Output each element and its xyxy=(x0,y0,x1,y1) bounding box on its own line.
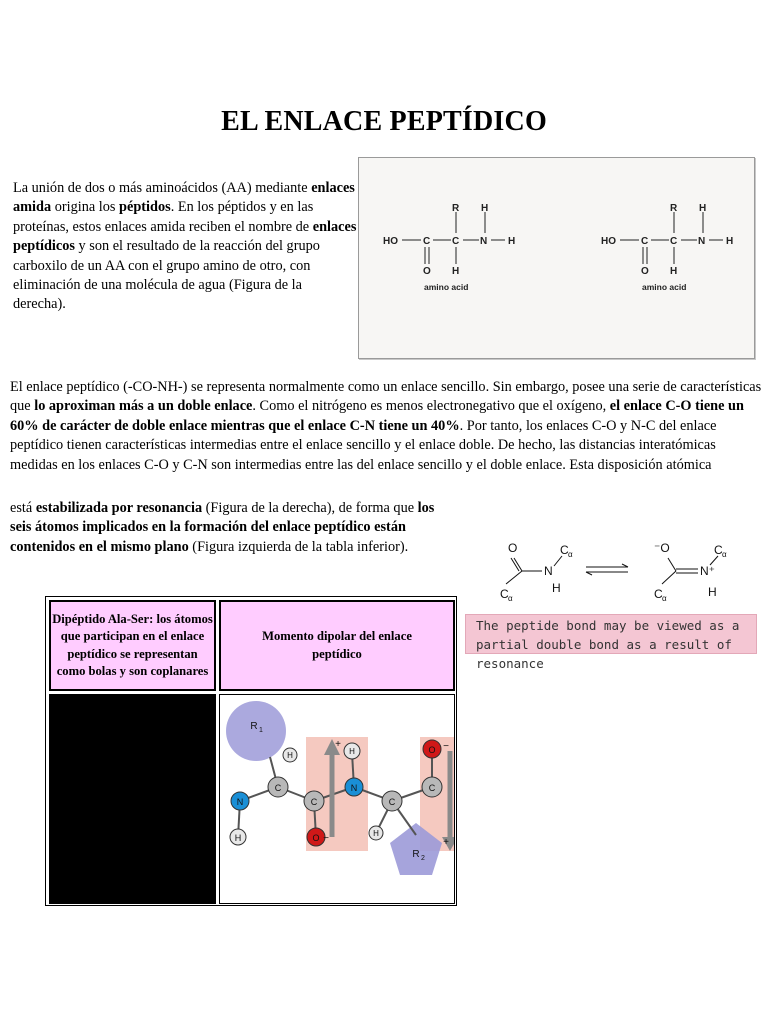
svg-text:H: H xyxy=(287,751,293,760)
svg-text:O: O xyxy=(641,266,649,277)
svg-text:C: C xyxy=(654,587,663,601)
svg-text:C: C xyxy=(274,783,282,793)
svg-text:H: H xyxy=(234,833,242,843)
svg-text:C: C xyxy=(714,543,723,557)
svg-text:amino acid: amino acid xyxy=(424,282,469,292)
resonance-arrows xyxy=(586,564,628,575)
text-span: (Figura de la derecha), de forma que xyxy=(202,500,418,516)
text-span: origina los xyxy=(51,199,120,216)
svg-text:R: R xyxy=(412,849,420,860)
svg-text:α: α xyxy=(508,594,513,603)
bold-text: enlaces amida xyxy=(13,180,355,216)
svg-text:O: O xyxy=(428,745,436,755)
svg-text:O: O xyxy=(423,266,431,277)
resonance-structure-right xyxy=(654,541,727,603)
svg-text:−: − xyxy=(443,741,449,752)
svg-text:R: R xyxy=(452,203,460,214)
bold-text: lo aproximan más a un doble enlace xyxy=(34,398,253,415)
amino-acid-structure-right xyxy=(601,203,733,292)
text-span: (Figura izquierda de la tabla inferior). xyxy=(188,538,409,555)
dipole-moment-image xyxy=(219,694,455,904)
svg-text:+: + xyxy=(335,739,341,750)
text-span: está xyxy=(10,500,36,516)
svg-text:C: C xyxy=(641,236,649,247)
svg-text:1: 1 xyxy=(259,727,263,734)
svg-text:C: C xyxy=(560,543,569,557)
svg-text:N: N xyxy=(480,236,488,247)
svg-text:H: H xyxy=(452,266,460,277)
resonance-figure xyxy=(478,534,758,608)
svg-text:N: N xyxy=(236,797,244,807)
svg-text:H: H xyxy=(708,585,717,599)
bold-text: estabilizada por resonancia xyxy=(35,500,203,516)
bold-text: el enlace C-O tiene un 60% de carácter de doble enlace mientras que el enlace C-N tiene un 40% xyxy=(10,398,744,434)
svg-text:N: N xyxy=(698,236,706,247)
svg-text:N: N xyxy=(544,564,553,578)
svg-text:R: R xyxy=(670,203,678,214)
text-span: . Como el nitrógeno es menos electronegativo que el oxígeno, xyxy=(252,398,610,415)
side-paragraph xyxy=(10,499,442,557)
svg-text:C: C xyxy=(388,797,396,807)
svg-text:H: H xyxy=(508,236,516,247)
svg-text:H: H xyxy=(699,203,707,214)
svg-text:C: C xyxy=(670,236,678,247)
svg-text:amino acid: amino acid xyxy=(642,282,687,292)
text-span: . Por tanto, los enlaces C-O y N-C del enlace peptídico tienen características intermedias entre el enlace sencillo y el enlace doble. De hecho, las distancias interatómicas medidas en los enlaces C-O y C-N son intermedias entre las del enlace sencillo y el doble enlace. Esta disposición atómica xyxy=(10,417,717,473)
intro-paragraph xyxy=(13,179,358,315)
svg-text:H: H xyxy=(552,581,561,595)
svg-text:H: H xyxy=(670,266,678,277)
svg-text:α: α xyxy=(568,550,573,559)
text-span: y son el resultado de la reacción del grupo carboxilo de un AA con el grupo amino de otro, con eliminación de una molécula de agua (Figura de la derecha). xyxy=(13,238,320,313)
text-span: La unión de dos o más aminoácidos (AA) mediante xyxy=(13,180,312,196)
svg-text:HO: HO xyxy=(383,236,398,247)
amino-acid-structure-left xyxy=(383,203,515,292)
svg-text:C: C xyxy=(500,587,509,601)
bold-text: los seis átomos implicados en la formación del enlace peptídico están contenidos en el mismo plano xyxy=(10,500,435,555)
svg-text:H: H xyxy=(349,747,355,756)
svg-text:2: 2 xyxy=(421,855,425,862)
amino-acids-figure xyxy=(358,157,755,359)
svg-text:⁻O: ⁻O xyxy=(654,541,670,555)
svg-text:O: O xyxy=(312,833,320,843)
resonance-caption: The peptide bond may be viewed as a partial double bond as a result of resonance xyxy=(465,614,757,654)
page-title: EL ENLACE PEPTÍDICO xyxy=(221,106,547,137)
resonance-structure-left xyxy=(500,541,573,603)
svg-text:α: α xyxy=(662,594,667,603)
svg-text:C: C xyxy=(310,797,318,807)
svg-text:C: C xyxy=(423,236,431,247)
svg-text:O: O xyxy=(508,541,518,555)
svg-text:N: N xyxy=(350,783,358,793)
bold-text: enlaces peptídicos xyxy=(13,218,357,255)
dipeptide-image xyxy=(49,694,216,904)
table-header-dipole: Momento dipolar del enlace peptídico xyxy=(219,600,455,691)
svg-text:H: H xyxy=(373,829,379,838)
svg-text:−: − xyxy=(323,833,329,844)
peptide-table xyxy=(45,596,457,906)
svg-text:C: C xyxy=(452,236,460,247)
main-paragraph xyxy=(10,378,762,475)
svg-text:+: + xyxy=(443,837,449,848)
text-span: . En los péptidos y en las proteínas, estos enlaces amida reciben el nombre de xyxy=(13,199,314,235)
table-header-dipeptide: Dipéptido Ala-Ser: los átomos que participan en el enlace peptídico se representan como bolas y son coplanares xyxy=(49,600,216,691)
bold-text: péptidos xyxy=(119,199,171,216)
svg-text:C: C xyxy=(428,783,436,793)
svg-text:R: R xyxy=(250,721,258,732)
svg-text:α: α xyxy=(722,550,727,559)
svg-text:H: H xyxy=(726,236,734,247)
svg-text:H: H xyxy=(481,203,489,214)
text-span: El enlace peptídico (-CO-NH-) se representa normalmente como un enlace sencillo. Sin embargo, posee una serie de características que xyxy=(10,379,762,415)
svg-text:N⁺: N⁺ xyxy=(700,564,715,578)
svg-text:HO: HO xyxy=(601,236,616,247)
